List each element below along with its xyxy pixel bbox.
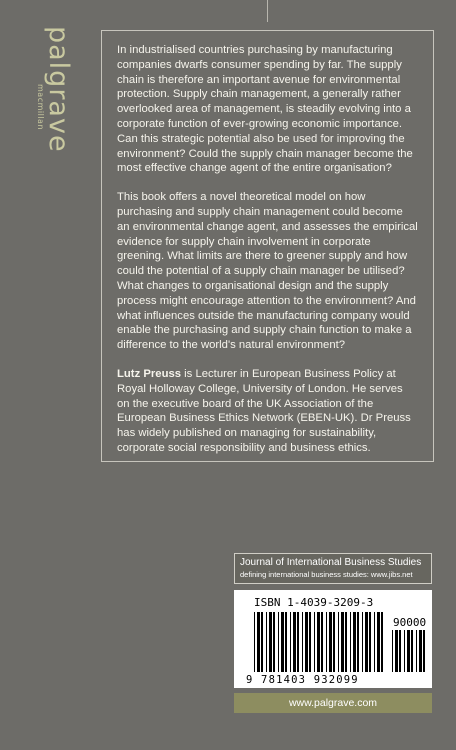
- journal-title: Journal of International Business Studies: [240, 557, 422, 568]
- barcode-bar: [317, 612, 320, 672]
- journal-subtitle: defining international business studies: www.jibs.net: [240, 570, 413, 579]
- barcode-bar: [353, 612, 356, 672]
- journal-ad-box: [234, 553, 432, 584]
- ean-digits: 9 781403 932099: [246, 674, 359, 686]
- barcode-bar: [290, 612, 291, 672]
- barcode-bar: [416, 630, 417, 672]
- barcode-bar: [407, 630, 410, 672]
- barcode-bar: [341, 612, 344, 672]
- author-name: Lutz Preuss: [117, 367, 182, 380]
- barcode-bar: [257, 612, 260, 672]
- barcode-bar: [377, 612, 380, 672]
- barcode-bar: [293, 612, 296, 672]
- logo-wordmark: palgrave: [43, 26, 74, 153]
- author-bio-paragraph: [117, 367, 418, 456]
- barcode-bar: [326, 612, 327, 672]
- barcode-bar: [381, 612, 383, 672]
- barcode-addon-number: 90000: [393, 616, 427, 629]
- barcode-bar: [357, 612, 359, 672]
- barcode-bar: [309, 612, 311, 672]
- barcode-bar: [273, 612, 275, 672]
- barcode-bar: [362, 612, 363, 672]
- blurb-box: [101, 30, 434, 462]
- barcode-bar: [285, 612, 287, 672]
- barcode-bar: [395, 630, 398, 672]
- barcode-bar: [305, 612, 308, 672]
- barcode-bar: [411, 630, 413, 672]
- barcode-bar: [321, 612, 323, 672]
- barcode-bar: [314, 612, 315, 672]
- barcode-bar: [338, 612, 339, 672]
- barcode-bar: [374, 612, 375, 672]
- barcode-bar: [261, 612, 263, 672]
- isbn-text: ISBN 1-4039-3209-3: [254, 596, 374, 609]
- barcode-bar: [350, 612, 351, 672]
- barcode-bar: [404, 630, 405, 672]
- barcode-bar: [281, 612, 284, 672]
- author-bio: is Lecturer in European Business Policy at Royal Holloway College, University of London. He serves on the executive board of the UK Association of the European Business Ethics Network (EBEN-UK). Dr Preuss has widely published on managing for sustainability, corporate social responsibility and business ethics.: [117, 367, 411, 454]
- barcode-bar: [266, 612, 267, 672]
- barcode-bar: [369, 612, 371, 672]
- top-divider-line: [267, 0, 268, 22]
- barcode-bar: [329, 612, 332, 672]
- barcode-bar: [419, 630, 422, 672]
- barcode-bar: [423, 630, 425, 672]
- blurb-paragraph-1: In industrialised countries purchasing by manufacturing companies dwarfs consumer spending by far. The supply chain is therefore an important avenue for environmental protection. Supply chain management, a generally rather overlooked area of management, is steadily evolving into a corporate function of ever-growing economic importance. Can this strategic potential also be used for improving the environment? Could the supply chain manager become the most effective change agent of the entire organisation?: [117, 44, 413, 175]
- barcode-bar: [333, 612, 335, 672]
- blurb-paragraph-2: This book offers a novel theoretical model on how purchasing and supply chain management could become an environmental change agent, and assesses the empirical evidence for supply chain involvement in corporate greening. What limits are there to greener supply and how could the potential of a supply chain manager be utilised? What changes to organisational design and the supply process might encourage attention to the environment? And what influences outside the manufacturing company would enable the purchasing and supply chain function to make a difference to the world's natural environment?: [117, 191, 418, 352]
- barcode-bar: [392, 630, 393, 672]
- logo-subtitle: macmillan: [36, 84, 45, 131]
- barcode-bar: [269, 612, 272, 672]
- barcode-bar: [365, 612, 368, 672]
- barcode-bar: [278, 612, 279, 672]
- barcode-bar: [302, 612, 303, 672]
- barcode-bar: [345, 612, 347, 672]
- barcode-bar: [254, 612, 255, 672]
- barcode-bar: [297, 612, 299, 672]
- website-strip[interactable]: www.palgrave.com: [234, 693, 432, 713]
- publisher-logo: [30, 26, 72, 196]
- barcode-block: [234, 590, 432, 688]
- barcode-bar: [399, 630, 401, 672]
